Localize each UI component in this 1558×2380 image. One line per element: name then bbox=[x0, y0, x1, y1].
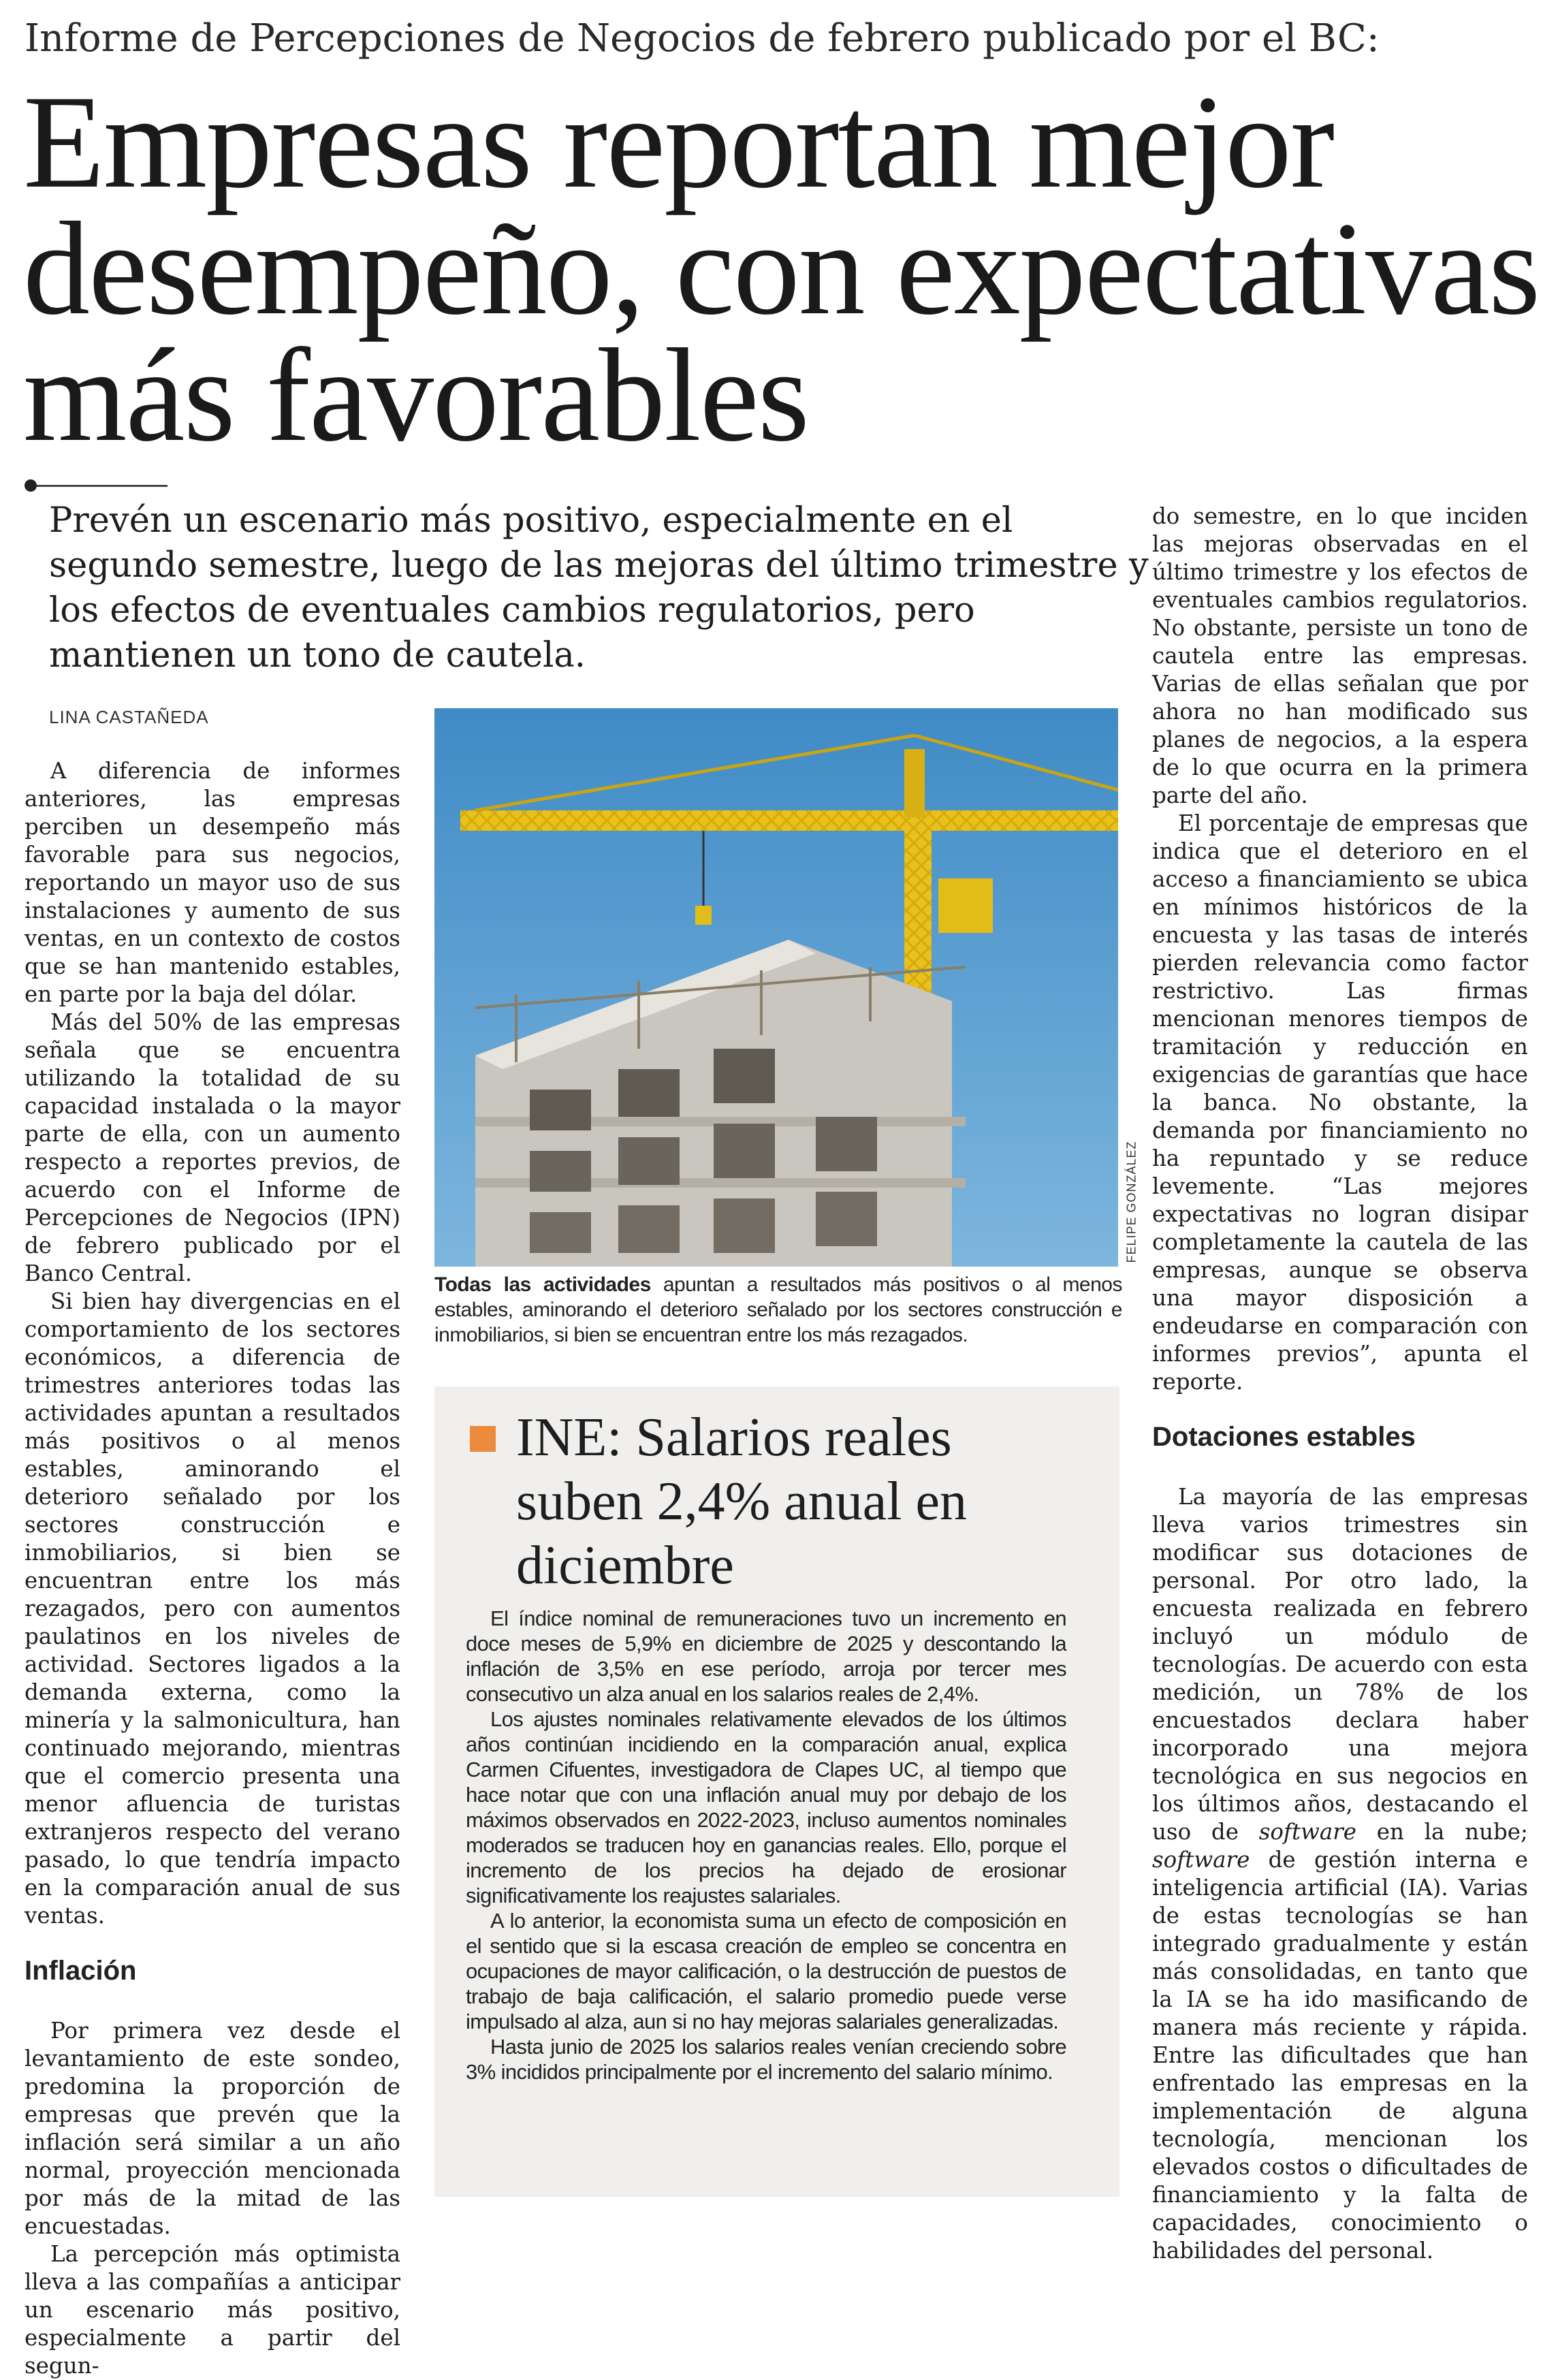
paragraph: Por primera vez desde el levantamiento de este sondeo, predomina la proporción de empresas que prevén que la inflación será similar a un año normal, proyección mencionada por más de la mitad de las encuestadas. bbox=[25, 2018, 400, 2239]
lead-line-1: Prevén un escenario más positivo, especialmente en el bbox=[49, 501, 1013, 541]
headline-line-1: Empresas reportan mejor bbox=[23, 68, 1334, 216]
construction-photo bbox=[434, 708, 1118, 1267]
paragraph: El porcentaje de empresas que indica que el deterioro en el acceso a financiamiento se ubica en mínimos históricos de la encuesta y las tasas de interés pierden relevancia como factor restrictivo. Las firmas mencionan menores tiempos de tramitación y reducción en exigencias de garantías que hace la banca. No obstante, la demanda por financiamiento no ha repuntado y se reduce levemente. “Las mejores expectativas no logran disipar completamente la cautela de las empresas, aunque se observa una mayor disposición a endeudarse en comparación con informes previos”, apunta el reporte. bbox=[1152, 810, 1528, 1395]
article-column-3 bbox=[1152, 503, 1528, 2265]
headline-line-2: desempeño, con expectativas bbox=[23, 195, 1540, 343]
paragraph: A diferencia de informes anteriores, las empresas perciben un desempeño más favorable para sus negocios, reportando un mayor uso de sus instalaciones y aumento de sus ventas, en un contexto de costos que se han mantenido estables, en parte por la baja del dólar. bbox=[25, 758, 400, 1007]
headline-line-3: más favorables bbox=[23, 321, 808, 469]
article-column-1 bbox=[25, 757, 400, 2380]
photo-credit bbox=[1118, 1130, 1139, 1267]
text-run-italic: software bbox=[1258, 1819, 1356, 1845]
photo-credit-text: FELIPE GONZÁLEZ bbox=[1124, 1141, 1139, 1263]
text-run-italic: software bbox=[1152, 1847, 1250, 1873]
caption-lead: Todas las actividades bbox=[434, 1273, 651, 1296]
paragraph: do semestre, en lo que inciden las mejoras observadas en el último trimestre y los efectos de eventuales cambios regulatorios. No obstante, persiste un tono de cautela entre las empresas. Varias de ellas señalan que por ahora no han modificado sus planes de negocios, a la espera de lo que ocurra en la primera parte del año. bbox=[1152, 503, 1528, 808]
headline bbox=[23, 68, 1540, 469]
paragraph: A lo anterior, la economista suma un efecto de composición en el sentido que si la escasa creación de empleo se concentra en ocupaciones de mayor calificación, o la destrucción de puestos de trabajo de baja calificación, el salario promedio puede verse impulsado al alza, aun si no hay mejoras salariales generalizadas. bbox=[466, 1909, 1066, 2033]
kicker: Informe de Percepciones de Negocios de febrero publicado por el BC: bbox=[25, 16, 1380, 61]
lead-paragraph bbox=[49, 498, 1149, 678]
paragraph: La percepción más optimista lleva a las compañías a anticipar un escenario más positivo, especialmente a partir del segun- bbox=[25, 2241, 400, 2379]
caption-text: apuntan a resultados más positivos o al menos estables, aminorando el deterioro señalado por los sectores construcción e inmobiliarios, si bien se encuentran entre los más rezagados. bbox=[434, 1273, 1122, 1346]
section-heading-dotaciones: Dotaciones estables bbox=[1152, 1422, 1416, 1452]
lead-line-2: segundo semestre, luego de las mejoras del último trimestre y bbox=[49, 545, 1149, 586]
lead-line-4: mantienen un tono de cautela. bbox=[49, 635, 586, 676]
paragraph bbox=[1152, 1483, 1528, 2265]
photo-caption bbox=[434, 1272, 1122, 1348]
text-run: en la nube; bbox=[1356, 1819, 1528, 1845]
sidebar-box bbox=[434, 1386, 1119, 2197]
divider-rule bbox=[31, 485, 168, 487]
construction-crane-image bbox=[434, 708, 1118, 1267]
orange-square-icon bbox=[470, 1426, 496, 1452]
lead-line-3: los efectos de eventuales cambios regulatorios, pero bbox=[49, 590, 975, 631]
text-run: de gestión interna e inteligencia artificial (IA). Varias de estas tecnologías se han integrado gradualmente y están más consolidadas, en tanto que la IA se ha ido masificando de manera más reciente y rápida. Entre las dificultades que han enfrentado las empresas en la implementación de alguna tecnología, mencionan los elevados costos o dificultades de financiamiento y la falta de capacidades, conocimiento o habilidades del personal. bbox=[1152, 1847, 1528, 2264]
paragraph: Hasta junio de 2025 los salarios reales venían creciendo sobre 3% incididos principalmente por el incremento del salario mínimo. bbox=[466, 2035, 1066, 2084]
sidebar-title: INE: Salarios reales suben 2,4% anual en diciembre bbox=[516, 1408, 968, 1596]
byline: LINA CASTAÑEDA bbox=[49, 707, 209, 727]
paragraph: Más del 50% de las empresas señala que se encuentra utilizando la totalidad de su capacidad instalada o la mayor parte de ella, con un aumento respecto a reportes previos, de acuerdo con el Informe de Percepciones de Negocios (IPN) de febrero publicado por el Banco Central. bbox=[25, 1009, 400, 1286]
paragraph: El índice nominal de remuneraciones tuvo un incremento en doce meses de 5,9% en diciembre de 2025 y descontando la inflación de 3,5% en ese período, arroja por tercer mes consecutivo un alza anual en los salarios reales de 2,4%. bbox=[466, 1606, 1066, 1706]
section-heading-inflacion: Inflación bbox=[25, 1956, 137, 1986]
sidebar-body bbox=[466, 1606, 1066, 2084]
text-run: La mayoría de las empresas lleva varios trimestres sin modificar sus dotaciones de personal. Por otro lado, la encuesta realizada en febrero incluyó un módulo de tecnologías. De acuerdo con esta medición, un 78% de los encuestados declara haber incorporado una mejora tecnológica en sus negocios en los últimos años, destacando el uso de bbox=[1152, 1484, 1528, 1845]
paragraph: Si bien hay divergencias en el comportamiento de los sectores económicos, a diferencia de trimestres anteriores todas las actividades apuntan a resultados más positivos o al menos estables, aminorando el deterioro señalado por los sectores construcción e inmobiliarios, si bien se encuentran entre los más rezagados, pero con aumentos paulatinos en los niveles de actividad. Sectores ligados a la demanda externa, como la minería y la salmonicultura, han continuado mejorando, mientras que el comercio presenta una menor afluencia de turistas extranjeros respecto del verano pasado, lo que tendría impacto en la comparación anual de sus ventas. bbox=[25, 1288, 400, 1929]
bullet-dot-icon bbox=[25, 479, 37, 492]
paragraph: Los ajustes nominales relativamente elevados de los últimos años continúan incidiendo en la comparación anual, explica Carmen Cifuentes, investigadora de Clapes UC, al tiempo que hace notar que con una inflación anual muy por debajo de los máximos observados en 2022-2023, incluso aumentos nominales moderados se traducen hoy en ganancias reales. Ello, porque el incremento de los precios ha dejado de erosionar significativamente los reajustes salariales. bbox=[466, 1707, 1066, 1907]
